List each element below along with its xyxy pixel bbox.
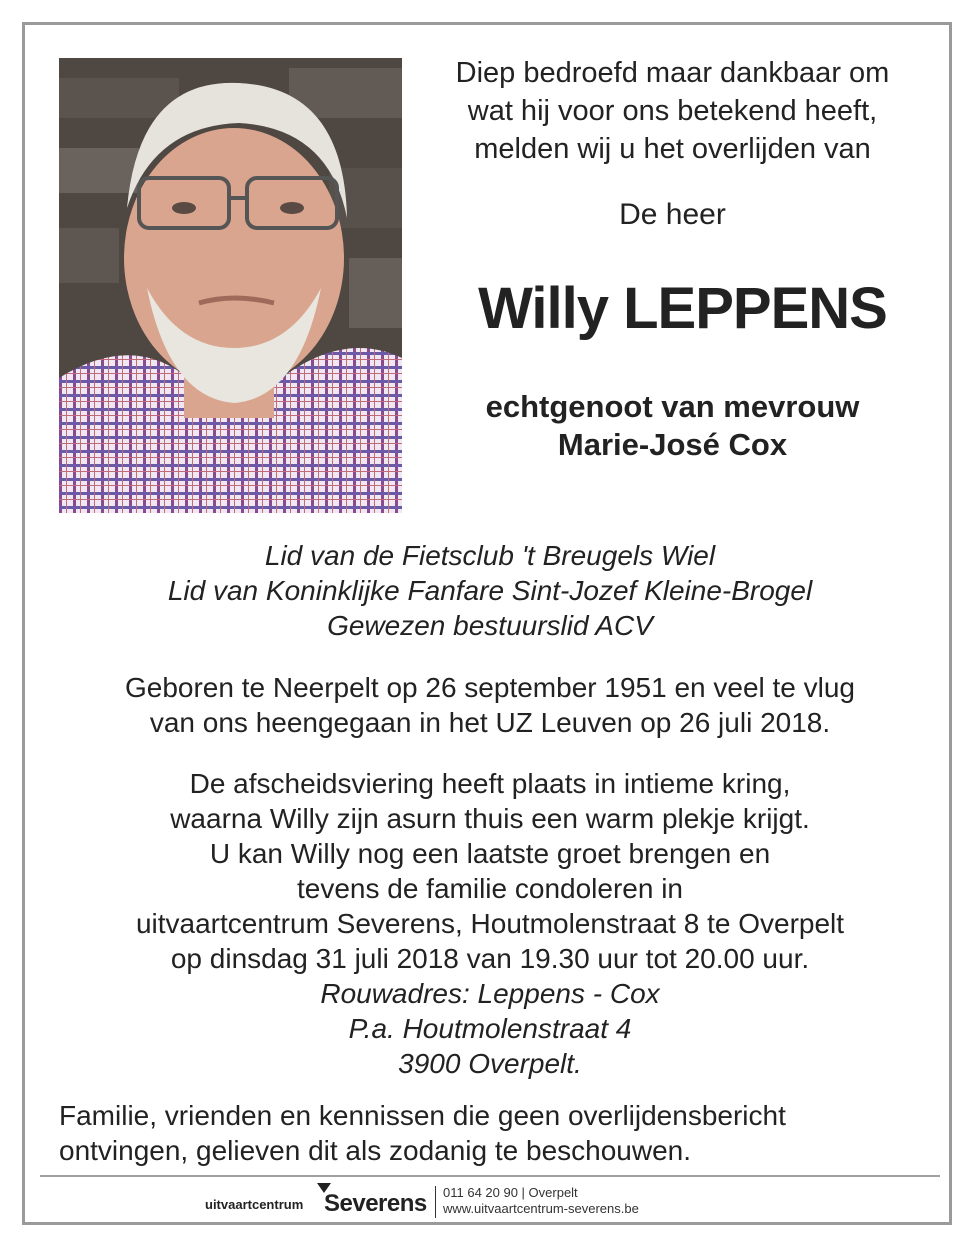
- membership-line: Lid van de Fietsclub 't Breugels Wiel: [264, 540, 716, 571]
- spouse-name: Marie-José Cox: [557, 427, 788, 462]
- footer-divider: [40, 1175, 940, 1177]
- birth-line: van ons heengegaan in het UZ Leuven op 26 juli 2018.: [149, 707, 831, 738]
- ceremony-line: uitvaartcentrum Severens, Houtmolenstraat 8 te Overpelt: [135, 908, 845, 939]
- membership-line: Gewezen bestuurslid ACV: [327, 610, 653, 641]
- ceremony-line: waarna Willy zijn asurn thuis een warm plekje krijgt.: [170, 803, 810, 834]
- closing-text: [59, 1098, 939, 1168]
- address-line: 3900 Overpelt.: [398, 1048, 582, 1079]
- contact-phone: 011 64 20 90 | Overpelt: [443, 1185, 578, 1200]
- intro-line: wat hij voor ons betekend heeft,: [467, 95, 878, 127]
- closing-line: Familie, vrienden en kennissen die geen overlijdensbericht: [59, 1100, 786, 1131]
- spouse-line: echtgenoot van mevrouw: [485, 389, 860, 424]
- honorific: De heer: [619, 198, 726, 231]
- address-line: Rouwadres: Leppens - Cox: [320, 978, 660, 1009]
- birth-line: Geboren te Neerpelt op 26 september 1951 en veel te vlug: [124, 672, 856, 703]
- memberships-block: [40, 538, 940, 643]
- birth-death-block: [40, 670, 940, 740]
- ceremony-line: De afscheidsviering heeft plaats in intieme kring,: [189, 768, 791, 799]
- logo-name: Severens: [324, 1190, 427, 1217]
- portrait-illustration: [59, 58, 402, 513]
- ceremony-block: [40, 766, 940, 1081]
- spouse-block: [420, 388, 925, 464]
- logo-separator: [435, 1186, 436, 1218]
- logo-prefix: uitvaartcentrum: [205, 1197, 304, 1212]
- intro-text: [420, 54, 925, 168]
- ceremony-line: tevens de familie condoleren in: [296, 873, 683, 904]
- portrait-photo: [59, 58, 402, 513]
- address-line: P.a. Houtmolenstraat 4: [348, 1013, 632, 1044]
- contact-website: www.uitvaartcentrum-severens.be: [443, 1201, 639, 1216]
- ceremony-line: op dinsdag 31 juli 2018 van 19.30 uur tot 20.00 uur.: [170, 943, 810, 974]
- intro-line: melden wij u het overlijden van: [474, 133, 871, 165]
- intro-line: Diep bedroefd maar dankbaar om: [455, 57, 890, 89]
- membership-line: Lid van Koninklijke Fanfare Sint-Jozef Kleine-Brogel: [167, 575, 813, 606]
- deceased-name: Willy LEPPENS: [478, 276, 887, 341]
- ceremony-line: U kan Willy nog een laatste groet brengen en: [209, 838, 771, 869]
- closing-line: ontvingen, gelieven dit als zodanig te beschouwen.: [59, 1135, 691, 1166]
- contact-info: [443, 1185, 639, 1217]
